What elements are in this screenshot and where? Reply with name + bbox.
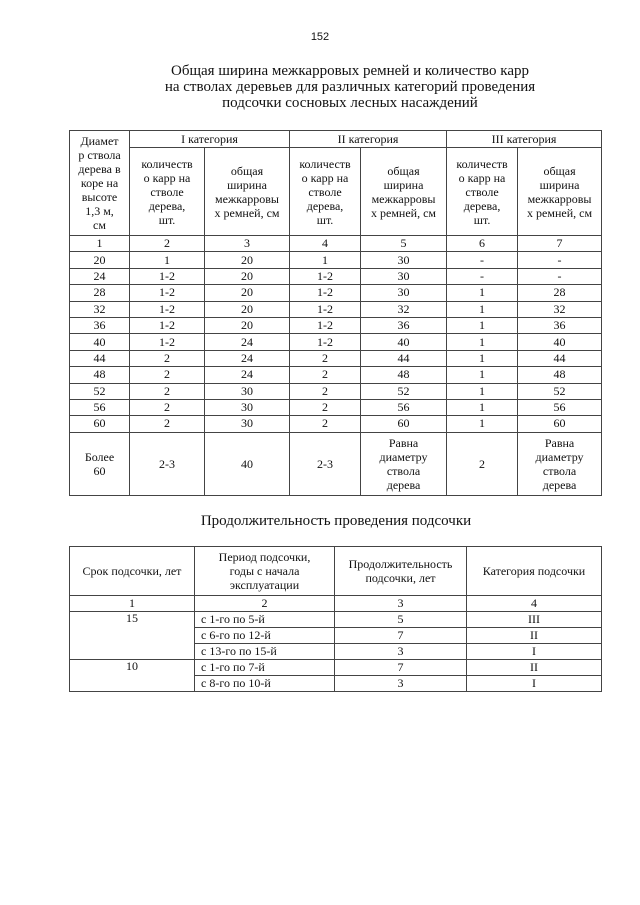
width-cell: Равна диаметру ствола дерева	[361, 432, 447, 495]
duration-cell: 7	[335, 660, 467, 676]
category-2-header: II категория	[290, 131, 447, 148]
count-cell: 1-2	[130, 317, 205, 333]
count-cell: 1	[447, 285, 518, 301]
term-cell: 15	[70, 612, 195, 628]
table-row	[70, 644, 602, 660]
tapping-duration-table	[69, 546, 602, 692]
width-cell: 40	[205, 432, 290, 495]
column-number: 4	[290, 236, 361, 252]
width-cell: -	[518, 268, 602, 284]
term-header: Срок подсочки, лет	[70, 547, 195, 596]
category-3-header: III категория	[447, 131, 602, 148]
diameter-cell: 24	[70, 268, 130, 284]
count-cell: 2	[130, 350, 205, 366]
count-cell: -	[447, 252, 518, 268]
table-row	[70, 317, 602, 333]
category-1-header: I категория	[130, 131, 290, 148]
width-cell: 20	[205, 268, 290, 284]
category-header: Категория подсочки	[467, 547, 602, 596]
width-cell: 20	[205, 252, 290, 268]
count-cell: 1	[447, 399, 518, 415]
diameter-cell: 36	[70, 317, 130, 333]
duration-header: Продолжительность подсочки, лет	[335, 547, 467, 596]
width-cell: 52	[361, 383, 447, 399]
table-row	[70, 367, 602, 383]
duration-cell: 3	[335, 676, 467, 692]
count-cell: 2	[130, 367, 205, 383]
count-cell: 1	[447, 350, 518, 366]
count-cell: 2	[130, 416, 205, 432]
count-cell: 2-3	[130, 432, 205, 495]
count-cell: 1	[447, 416, 518, 432]
width-cell: 20	[205, 285, 290, 301]
count-cell: 1-2	[130, 301, 205, 317]
count-header: количеств о карр на стволе дерева, шт.	[447, 148, 518, 236]
count-cell: -	[447, 268, 518, 284]
diameter-cell: 52	[70, 383, 130, 399]
column-number: 6	[447, 236, 518, 252]
column-number: 3	[335, 596, 467, 612]
table2-header-row	[70, 547, 602, 596]
width-cell: 20	[205, 317, 290, 333]
table1-title-line: Общая ширина межкарровых ремней и количество карр	[171, 63, 529, 79]
count-cell: 1-2	[290, 301, 361, 317]
width-cell: 60	[518, 416, 602, 432]
table-row	[70, 628, 602, 644]
duration-cell: 7	[335, 628, 467, 644]
table-row	[70, 334, 602, 350]
width-cell: 30	[205, 399, 290, 415]
width-cell: 30	[361, 268, 447, 284]
category-cell: II	[467, 660, 602, 676]
page-number: 152	[310, 31, 330, 43]
table-row	[70, 660, 602, 676]
count-cell: 1-2	[130, 285, 205, 301]
width-cell: Равна диаметру ствола дерева	[518, 432, 602, 495]
table-row	[70, 350, 602, 366]
column-number-row	[70, 596, 602, 612]
count-cell: 1	[447, 301, 518, 317]
table-row-over-60	[70, 432, 602, 495]
count-cell: 2	[290, 383, 361, 399]
count-cell: 2	[130, 383, 205, 399]
diameter-cell: 56	[70, 399, 130, 415]
column-number: 5	[361, 236, 447, 252]
width-cell: 24	[205, 334, 290, 350]
table1-subheader-row	[70, 148, 602, 236]
diameter-cell: 44	[70, 350, 130, 366]
width-cell: 30	[205, 383, 290, 399]
table2-body	[70, 612, 602, 692]
width-cell: 48	[361, 367, 447, 383]
count-cell: 1	[130, 252, 205, 268]
width-cell: 36	[518, 317, 602, 333]
width-cell: 60	[361, 416, 447, 432]
diameter-cell: 32	[70, 301, 130, 317]
column-number: 1	[70, 596, 195, 612]
diameter-cell: 28	[70, 285, 130, 301]
count-cell: 1	[447, 367, 518, 383]
count-cell: 2	[290, 350, 361, 366]
width-cell: 44	[518, 350, 602, 366]
width-cell: 44	[361, 350, 447, 366]
term-cell	[70, 644, 195, 660]
count-cell: 1-2	[290, 317, 361, 333]
table-row	[70, 612, 602, 628]
category-cell: I	[467, 644, 602, 660]
column-number: 3	[205, 236, 290, 252]
period-cell: с 8-го по 10-й	[195, 676, 335, 692]
count-cell: 2	[130, 399, 205, 415]
table-row	[70, 301, 602, 317]
table1-header-row	[70, 131, 602, 148]
table-row	[70, 285, 602, 301]
diameter-cell: 48	[70, 367, 130, 383]
table1-body	[70, 252, 602, 432]
table1-title-line: подсочки сосновых лесных насаждений	[222, 95, 478, 111]
count-cell: 2	[290, 416, 361, 432]
count-header: количеств о карр на стволе дерева, шт.	[290, 148, 361, 236]
column-number: 2	[130, 236, 205, 252]
count-cell: 1	[290, 252, 361, 268]
count-cell: 1-2	[290, 334, 361, 350]
width-cell: 52	[518, 383, 602, 399]
column-number-row	[70, 236, 602, 252]
width-cell: 24	[205, 350, 290, 366]
table-row	[70, 676, 602, 692]
table-row	[70, 268, 602, 284]
category-cell: I	[467, 676, 602, 692]
width-header: общая ширина межкарровы х ремней, см	[361, 148, 447, 236]
width-cell: 36	[361, 317, 447, 333]
count-cell: 1-2	[290, 268, 361, 284]
column-number: 1	[70, 236, 130, 252]
duration-cell: 3	[335, 644, 467, 660]
column-number: 4	[467, 596, 602, 612]
diameter-cell: 40	[70, 334, 130, 350]
term-cell: 10	[70, 660, 195, 676]
width-cell: 28	[518, 285, 602, 301]
width-cell: 32	[518, 301, 602, 317]
width-cell: 20	[205, 301, 290, 317]
table2-title: Продолжительность проведения подсочки	[200, 513, 472, 529]
count-cell: 2-3	[290, 432, 361, 495]
period-cell: с 1-го по 5-й	[195, 612, 335, 628]
column-number: 7	[518, 236, 602, 252]
width-cell: 30	[361, 285, 447, 301]
period-cell: с 13-го по 15-й	[195, 644, 335, 660]
table-row	[70, 383, 602, 399]
table-row	[70, 416, 602, 432]
category-cell: III	[467, 612, 602, 628]
table-row	[70, 252, 602, 268]
width-cell: 30	[205, 416, 290, 432]
column-number: 2	[195, 596, 335, 612]
count-cell: 1-2	[130, 334, 205, 350]
period-cell: с 1-го по 7-й	[195, 660, 335, 676]
width-cell: -	[518, 252, 602, 268]
width-cell: 30	[361, 252, 447, 268]
table-row	[70, 399, 602, 415]
width-cell: 32	[361, 301, 447, 317]
count-cell: 1	[447, 383, 518, 399]
count-cell: 1-2	[130, 268, 205, 284]
width-header: общая ширина межкарровы х ремней, см	[518, 148, 602, 236]
width-cell: 24	[205, 367, 290, 383]
width-header: общая ширина межкарровы х ремней, см	[205, 148, 290, 236]
width-cell: 40	[518, 334, 602, 350]
table1-title-line: на стволах деревьев для различных категорий проведения	[164, 79, 536, 95]
table1-title	[100, 63, 600, 111]
diameter-cell: 20	[70, 252, 130, 268]
count-cell: 2	[290, 399, 361, 415]
count-cell: 1-2	[290, 285, 361, 301]
belt-width-table	[69, 130, 602, 496]
period-header: Период подсочки, годы с начала эксплуатации	[195, 547, 335, 596]
term-cell	[70, 676, 195, 692]
category-cell: II	[467, 628, 602, 644]
count-cell: 2	[447, 432, 518, 495]
width-cell: 56	[518, 399, 602, 415]
diameter-header: Диамет р ствола дерева в коре на высоте 1,3 м, см	[70, 131, 130, 236]
count-cell: 1	[447, 334, 518, 350]
diameter-cell: 60	[70, 416, 130, 432]
count-cell: 2	[290, 367, 361, 383]
diameter-cell: Более 60	[70, 432, 130, 495]
width-cell: 48	[518, 367, 602, 383]
width-cell: 40	[361, 334, 447, 350]
period-cell: с 6-го по 12-й	[195, 628, 335, 644]
width-cell: 56	[361, 399, 447, 415]
duration-cell: 5	[335, 612, 467, 628]
count-header: количеств о карр на стволе дерева, шт.	[130, 148, 205, 236]
count-cell: 1	[447, 317, 518, 333]
term-cell	[70, 628, 195, 644]
